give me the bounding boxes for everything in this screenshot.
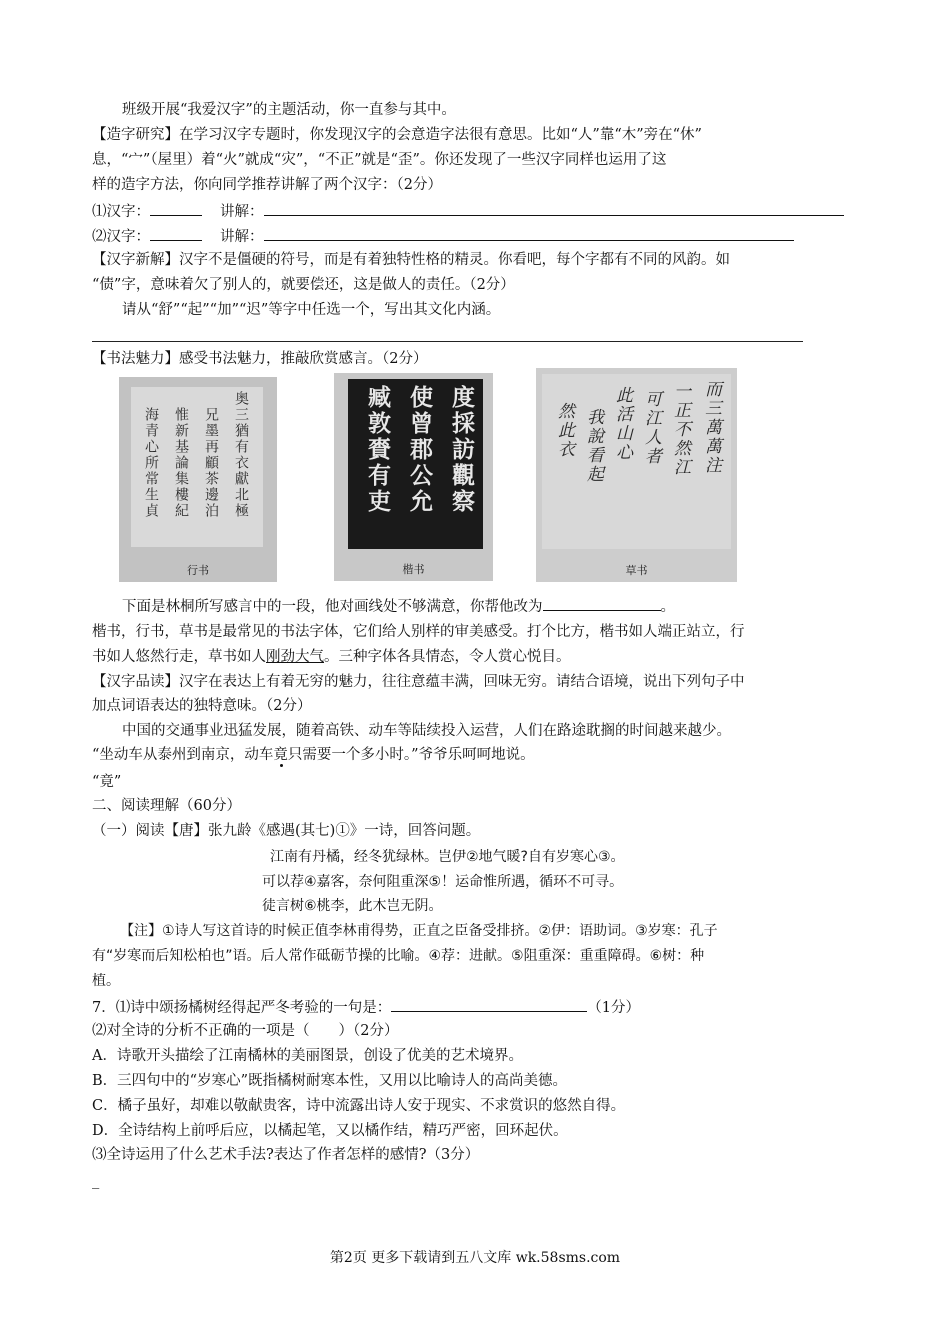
kaishu-col-1: 度採訪觀察 [448,385,475,515]
part2-heading: 二、阅读理解（60分） [92,798,241,814]
section4-line4 [92,746,535,764]
section3-title: 【书法魅力】感受书法魅力，推敲欣赏感言。（2分） [92,351,428,367]
item1-label: ⑴汉字： [92,204,150,220]
xingshu-col-1: 奥三猶有衣獻北極 [233,391,249,519]
explain-blank-1[interactable] [264,201,844,216]
caoshu-col-6: 然此衣 [554,402,574,459]
option-a[interactable]: A．诗歌开头描绘了江南橘林的美丽图景，创设了优美的艺术境界。 [92,1048,523,1064]
underlined-phrase: 刚劲大气 [266,649,324,665]
kaishu-col-3: 臧敦賚有吏 [364,385,391,515]
section2-line2: “债”字，意味着欠了别人的，就要偿还，这是做人的责任。（2分） [92,277,515,293]
section4-line1: 【汉字品读】汉字在表达上有着无穷的魅力，往往意蕴丰满，回味无穷。请结合语境，说出下列句子中 [92,674,745,690]
section3-para-1: 楷书，行书，草书是最常见的书法字体，它们给人别样的审美感受。打个比方，楷书如人端正站立，行 [92,624,745,640]
section3-para-2 [92,648,571,666]
section3-para-2a: 书如人悠然行走，草书如人 [92,649,266,665]
note-line-1: 【注】①诗人写这首诗的时候正值李林甫得势，正直之臣备受排挤。②伊：语助词。③岁寒：孔子 [120,923,718,939]
section1-line3: 样的造字方法，你向同学推荐讲解了两个汉字：（2分） [92,177,442,193]
poem-line-1: 江南有丹橘，经冬犹绿林。岂伊②地气暖?自有岁寒心③。 [270,849,625,865]
q7-2: ⑵对全诗的分析不正确的一项是（ ）（2分） [92,1023,399,1039]
calligraphy-image-caoshu [536,368,737,582]
explain-label-1: 讲解： [220,204,264,220]
q7-1 [92,997,640,1017]
page-footer: 第2页 更多下载请到五八文库 wk.58sms.com [329,1250,621,1266]
answer-row-2 [92,226,794,246]
poem-line-3: 徒言树⑥桃李，此木岂无阴。 [262,898,443,914]
calligraphy-image-kaishu [334,373,493,581]
caoshu-col-4: 此活山心 [612,386,632,462]
calligraphy-image-xingshu [119,377,277,582]
note-line-3: 植。 [92,973,120,989]
caoshu-col-1: 而三萬萬注 [701,380,721,475]
section1-line2: 息，“宀”（屋里）着“火”就成“灾”，“不正”就是“歪”。你还发现了一些汉字同样也运用了这 [92,152,667,168]
section1-line1: 【造字研究】在学习汉字专题时，你发现汉字的会意造字法很有意思。比如“人”靠“木”旁在“休” [92,127,702,143]
caption-xingshu: 行书 [187,564,209,577]
option-b[interactable]: B．三四句中的“岁寒心”既指橘树耐寒本性，又用以比喻诗人的高尚美德。 [92,1073,567,1089]
xingshu-col-3: 惟新基論集樓紀 [173,407,189,519]
q7-1-text: 7．⑴诗中颂扬橘树经得起严冬考验的一句是： [92,1000,392,1016]
section4-line4b: 只需要一个多小时。”爷爷乐呵呵地说。 [287,747,535,763]
caption-caoshu: 草书 [625,564,648,577]
q7-1-blank[interactable] [391,997,587,1012]
dotted-word: 竟 [273,747,288,763]
caoshu-col-5: 我說看起 [583,408,603,484]
caoshu-col-3: 可江人者 [641,390,661,466]
q7-1-score: （1分） [587,1000,640,1016]
section2-line1: 【汉字新解】汉字不是僵硬的符号，而是有着独特性格的精灵。你看吧，每个字都有不同的风韵。如 [92,252,730,268]
kaishu-stamp [348,379,483,549]
item2-label: ⑵汉字： [92,229,150,245]
caoshu-col-2: 一正不然江 [670,382,690,477]
explain-label-2: 讲解： [220,229,264,245]
part2-sub: （一）阅读【唐】张九龄《感遇(其七)①》一诗，回答问题。 [92,823,481,839]
note-line-2: 有“岁寒而后知松柏也”语。后人常作砥砺节操的比喻。④荐：进献。⑤阻重深：重重障碍。⑥树：种 [92,948,705,964]
section4-line3: 中国的交通事业迅猛发展，随着高铁、动车等陆续投入运营，人们在路途耽搁的时间越来越少。 [122,723,731,739]
answer-line-culture[interactable] [92,341,803,342]
xingshu-col-2: 兄墨再顧茶邊泊 [203,407,219,519]
answer-mark[interactable]: _ [92,1173,100,1189]
section3-question [122,596,675,616]
section4-line4a: “坐动车从泰州到南京，动车 [92,747,274,763]
revise-blank[interactable] [543,596,661,611]
section3-question-text: 下面是林桐所写感言中的一段，他对画线处不够满意，你帮他改为 [122,599,543,615]
section4-line5: “竟” [92,774,122,790]
char-blank-1[interactable] [150,201,202,216]
xingshu-col-4: 海青心所常生貞 [143,407,159,519]
caption-kaishu: 楷书 [402,563,425,576]
option-d[interactable]: D．全诗结构上前呼后应，以橘起笔，又以橘作结，精巧严密，回环起伏。 [92,1123,568,1139]
section2-line3: 请从“舒”“起”“加”“迟”等字中任选一个，写出其文化内涵。 [122,302,501,318]
answer-row-1 [92,201,844,221]
intro-line: 班级开展“我爱汉字”的主题活动，你一直参与其中。 [122,102,456,118]
poem-line-2: 可以荐④嘉客，奈何阻重深⑤！运命惟所遇，循环不可寻。 [262,874,624,890]
section3-question-end: 。 [660,599,675,615]
q7-3: ⑶全诗运用了什么艺术手法?表达了作者怎样的感情?（3分） [92,1147,480,1163]
section4-line2: 加点词语表达的独特意味。（2分） [92,698,312,714]
option-c[interactable]: C．橘子虽好，却难以敬献贵客，诗中流露出诗人安于现实、不求赏识的悠然自得。 [92,1098,626,1114]
char-blank-2[interactable] [150,226,202,241]
section3-para-2b: 。三种字体各具情态，令人赏心悦目。 [324,649,571,665]
kaishu-col-2: 使曾郡公允 [406,385,433,515]
explain-blank-2[interactable] [264,226,794,241]
